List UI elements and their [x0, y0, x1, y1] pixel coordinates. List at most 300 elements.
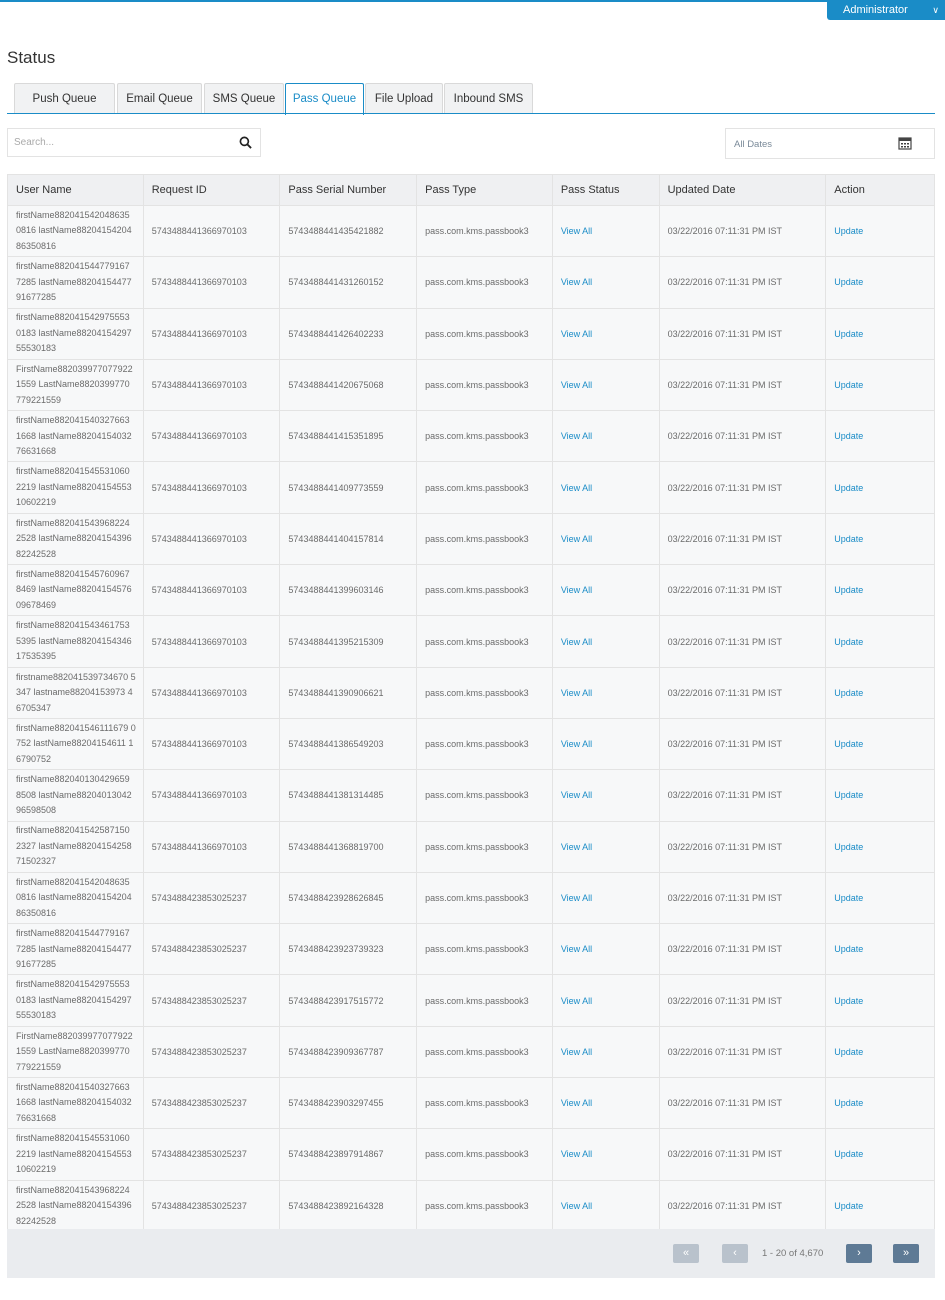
user-name-cell-text: firstName882041543968224 2528 lastName88204154396 82242528 — [16, 517, 132, 559]
pass-type-cell — [417, 924, 553, 974]
updated-date-cell-text: 03/22/2016 07:11:31 PM IST — [667, 533, 783, 544]
search-icon[interactable] — [239, 136, 252, 149]
view-all-cell — [553, 411, 660, 461]
update-cell — [826, 822, 934, 872]
pass-serial-cell-text: 5743488441409773559 — [288, 482, 384, 493]
update-link[interactable]: Update — [834, 687, 864, 698]
view-all-cell — [553, 668, 660, 718]
user-name-cell — [8, 924, 144, 974]
column-header-pass-status[interactable]: Pass Status — [553, 175, 660, 205]
column-header-pass-type[interactable]: Pass Type — [417, 175, 553, 205]
user-name-cell-text: firstName882041542048635 0816 lastName88204154204 86350816 — [16, 209, 132, 251]
view-all-cell — [553, 309, 660, 359]
tab-pass-queue[interactable] — [285, 83, 364, 115]
user-name-cell-text: FirstName882039977077922 1559 LastName8820399770 779221559 — [16, 363, 133, 405]
view-all-link[interactable]: View All — [560, 687, 593, 698]
update-link[interactable]: Update — [834, 636, 864, 647]
user-name-cell — [8, 309, 144, 359]
pass-type-cell-text: pass.com.kms.passbook3 — [425, 841, 529, 852]
first-page-button[interactable]: « — [673, 1244, 699, 1263]
tab-sms-queue[interactable] — [204, 83, 284, 114]
user-name-cell — [8, 514, 144, 564]
search-field[interactable] — [7, 128, 261, 157]
tab-email-queue[interactable] — [117, 83, 202, 114]
user-name-cell-text: firstName882041542587150 2327 lastName88204154258 71502327 — [16, 825, 132, 867]
update-cell — [826, 1129, 934, 1179]
update-cell — [826, 873, 934, 923]
table-row — [8, 462, 934, 513]
update-link[interactable]: Update — [834, 1200, 864, 1211]
pass-serial-cell — [280, 1181, 417, 1231]
view-all-cell — [553, 206, 660, 256]
user-name-cell — [8, 616, 144, 666]
pass-serial-cell — [280, 822, 417, 872]
request-id-cell-text: 5743488441366970103 — [151, 687, 247, 698]
request-id-cell — [144, 565, 281, 615]
user-name-cell-text: firstName882041540327663 1668 lastName88204154032 76631668 — [16, 1081, 132, 1123]
pass-serial-cell — [280, 770, 417, 820]
view-all-link[interactable]: View All — [560, 533, 593, 544]
updated-date-cell-text: 03/22/2016 07:11:31 PM IST — [667, 1098, 783, 1109]
updated-date-cell — [660, 668, 827, 718]
pass-serial-cell — [280, 514, 417, 564]
pass-serial-cell-text: 5743488441431260152 — [288, 277, 384, 288]
view-all-cell — [553, 770, 660, 820]
calendar-icon[interactable] — [898, 136, 912, 150]
tab-label: Pass Queue — [292, 93, 357, 105]
request-id-cell-text: 5743488441366970103 — [151, 841, 247, 852]
pass-serial-cell — [280, 1078, 417, 1128]
pass-serial-cell — [280, 411, 417, 461]
tab-label: File Upload — [374, 93, 434, 105]
view-all-link[interactable]: View All — [560, 1149, 593, 1160]
view-all-link[interactable]: View All — [560, 1200, 593, 1211]
request-id-cell — [144, 719, 281, 769]
user-name-cell-text: firstname882041539734670 5347 lastname88204153973 46705347 — [16, 671, 136, 713]
tab-push-queue[interactable] — [14, 83, 115, 114]
view-all-cell — [553, 462, 660, 512]
updated-date-cell — [660, 462, 827, 512]
view-all-link[interactable]: View All — [560, 585, 593, 596]
user-name-cell-text: firstName882041543461753 5395 lastName88204154346 17535395 — [16, 620, 132, 662]
user-name-cell-text: firstName882041544779167 7285 lastName88204154477 91677285 — [16, 261, 132, 303]
updated-date-cell — [660, 206, 827, 256]
pass-type-cell-text: pass.com.kms.passbook3 — [425, 893, 529, 903]
update-link[interactable]: Update — [834, 995, 864, 1006]
pass-serial-cell-text: 5743488441386549203 — [288, 739, 384, 750]
table-row — [8, 616, 934, 667]
column-header-action[interactable]: Action — [834, 184, 865, 196]
request-id-cell — [144, 1027, 281, 1077]
updated-date-cell — [660, 360, 827, 410]
pass-serial-cell — [280, 1027, 417, 1077]
tab-label: SMS Queue — [212, 93, 276, 105]
updated-date-cell-text: 03/22/2016 07:11:31 PM IST — [667, 636, 783, 647]
pass-type-cell — [417, 411, 553, 461]
request-id-cell — [144, 822, 281, 872]
pass-serial-cell-text: 5743488441381314485 — [288, 790, 384, 801]
view-all-link[interactable]: View All — [560, 482, 593, 493]
user-name-cell-text: firstName882041545531060 2219 lastName88204154553 10602219 — [16, 1133, 132, 1175]
administrator-label: Administrator — [843, 4, 908, 16]
request-id-cell — [144, 309, 281, 359]
user-name-cell-text: firstName882041545760967 8469 lastName88204154576 09678469 — [16, 568, 132, 610]
update-link[interactable]: Update — [834, 841, 864, 852]
view-all-cell — [553, 1078, 660, 1128]
update-link[interactable]: Update — [834, 328, 864, 339]
view-all-cell — [553, 565, 660, 615]
request-id-cell — [144, 462, 281, 512]
updated-date-cell — [660, 719, 827, 769]
request-id-cell — [144, 411, 281, 461]
pass-type-cell — [417, 309, 553, 359]
update-link[interactable]: Update — [834, 585, 864, 596]
updated-date-cell-text: 03/22/2016 07:11:31 PM IST — [667, 585, 783, 596]
user-name-cell-text: firstName882040130429659 8508 lastName88204013042 96598508 — [16, 774, 132, 816]
page-title: Status — [7, 48, 56, 67]
pass-type-cell-text: pass.com.kms.passbook3 — [425, 226, 529, 237]
view-all-link[interactable]: View All — [560, 790, 593, 801]
pass-queue-table — [7, 174, 935, 1233]
request-id-cell — [144, 514, 281, 564]
view-all-link[interactable]: View All — [560, 893, 593, 903]
request-id-cell — [144, 257, 281, 307]
pass-serial-cell-text: 5743488441426402233 — [288, 328, 384, 339]
pass-type-cell-text: pass.com.kms.passbook3 — [425, 585, 529, 596]
update-cell — [826, 565, 934, 615]
request-id-cell — [144, 1078, 281, 1128]
user-name-cell — [8, 770, 144, 820]
tab-file-upload[interactable] — [365, 83, 443, 114]
request-id-cell-text: 5743488423853025237 — [151, 1098, 247, 1109]
pass-serial-cell — [280, 462, 417, 512]
pass-serial-cell — [280, 668, 417, 718]
pass-serial-cell-text: 5743488441368819700 — [288, 841, 384, 852]
update-link[interactable]: Update — [834, 790, 864, 801]
updated-date-cell — [660, 822, 827, 872]
update-cell — [826, 1181, 934, 1231]
request-id-cell-text: 5743488441366970103 — [151, 431, 247, 442]
pass-type-cell — [417, 257, 553, 307]
update-cell — [826, 770, 934, 820]
user-name-cell — [8, 1181, 144, 1231]
search-input[interactable] — [8, 129, 228, 156]
update-cell — [826, 975, 934, 1025]
request-id-cell-text: 5743488441366970103 — [151, 277, 247, 288]
chevron-down-icon: ∨ — [932, 5, 939, 15]
table-row — [8, 1129, 934, 1180]
pass-serial-cell-text: 5743488441415351895 — [288, 431, 384, 442]
user-name-cell — [8, 411, 144, 461]
pass-serial-cell — [280, 719, 417, 769]
user-name-cell — [8, 719, 144, 769]
request-id-cell — [144, 924, 281, 974]
view-all-link[interactable]: View All — [560, 995, 593, 1006]
pass-type-cell-text: pass.com.kms.passbook3 — [425, 687, 529, 698]
user-name-cell — [8, 668, 144, 718]
pass-type-cell — [417, 565, 553, 615]
request-id-cell-text: 5743488423853025237 — [151, 893, 247, 903]
pass-type-cell-text: pass.com.kms.passbook3 — [425, 277, 529, 288]
pass-serial-cell-text: 5743488423917515772 — [288, 995, 384, 1006]
request-id-cell-text: 5743488441366970103 — [151, 533, 247, 544]
pass-type-cell-text: pass.com.kms.passbook3 — [425, 1098, 529, 1109]
request-id-cell-text: 5743488423853025237 — [151, 1200, 247, 1211]
update-link[interactable]: Update — [834, 893, 864, 903]
pass-serial-cell — [280, 565, 417, 615]
administrator-menu-button[interactable] — [827, 0, 945, 20]
view-all-link[interactable]: View All — [560, 1098, 593, 1109]
table-row — [8, 668, 934, 719]
tab-inbound-sms[interactable] — [444, 83, 533, 114]
pass-type-cell — [417, 360, 553, 410]
view-all-link[interactable]: View All — [560, 380, 593, 391]
update-cell — [826, 514, 934, 564]
update-link[interactable]: Update — [834, 1046, 864, 1057]
tab-label: Push Queue — [32, 93, 97, 105]
pass-type-cell — [417, 206, 553, 256]
request-id-cell — [144, 206, 281, 256]
view-all-cell — [553, 514, 660, 564]
pass-type-cell — [417, 822, 553, 872]
pass-serial-cell-text: 5743488441399603146 — [288, 585, 384, 596]
request-id-cell — [144, 1129, 281, 1179]
tabs-underline — [7, 113, 935, 114]
updated-date-cell-text: 03/22/2016 07:11:31 PM IST — [667, 687, 783, 698]
request-id-cell-text: 5743488441366970103 — [151, 482, 247, 493]
pass-serial-cell — [280, 257, 417, 307]
pass-type-cell-text: pass.com.kms.passbook3 — [425, 380, 529, 391]
pass-serial-cell — [280, 360, 417, 410]
view-all-link[interactable]: View All — [560, 226, 593, 237]
pass-serial-cell-text: 5743488441390906621 — [288, 687, 384, 698]
user-name-cell — [8, 1078, 144, 1128]
user-name-cell-text: firstName882041545531060 2219 lastName88204154553 10602219 — [16, 466, 132, 508]
view-all-cell — [553, 873, 660, 923]
table-row — [8, 257, 934, 308]
pass-type-cell — [417, 616, 553, 666]
pass-type-cell-text: pass.com.kms.passbook3 — [425, 1149, 529, 1160]
pass-type-cell — [417, 1078, 553, 1128]
table-row — [8, 975, 934, 1026]
update-cell — [826, 206, 934, 256]
user-name-cell-text: FirstName882039977077922 1559 LastName8820399770 779221559 — [16, 1030, 133, 1072]
pass-serial-cell-text: 5743488423892164328 — [288, 1200, 384, 1211]
view-all-link[interactable]: View All — [560, 841, 593, 852]
last-page-button[interactable]: » — [893, 1244, 919, 1263]
pass-serial-cell — [280, 1129, 417, 1179]
update-cell — [826, 616, 934, 666]
view-all-cell — [553, 616, 660, 666]
request-id-cell — [144, 668, 281, 718]
pass-type-cell — [417, 514, 553, 564]
pass-serial-cell — [280, 616, 417, 666]
user-name-cell — [8, 873, 144, 923]
pass-serial-cell — [280, 924, 417, 974]
updated-date-cell — [660, 514, 827, 564]
updated-date-cell — [660, 770, 827, 820]
table-header — [8, 175, 934, 206]
update-cell — [826, 462, 934, 512]
update-cell — [826, 257, 934, 307]
update-cell — [826, 668, 934, 718]
pass-type-cell — [417, 668, 553, 718]
pass-type-cell — [417, 1129, 553, 1179]
pass-serial-cell-text: 5743488441420675068 — [288, 380, 384, 391]
view-all-cell — [553, 1181, 660, 1231]
request-id-cell-text: 5743488441366970103 — [151, 226, 247, 237]
view-all-link[interactable]: View All — [560, 431, 593, 442]
updated-date-cell-text: 03/22/2016 07:11:31 PM IST — [667, 328, 783, 339]
view-all-link[interactable]: View All — [560, 1046, 593, 1057]
update-link[interactable]: Update — [834, 431, 864, 442]
update-cell — [826, 719, 934, 769]
updated-date-cell-text: 03/22/2016 07:11:31 PM IST — [667, 893, 783, 903]
table-row — [8, 309, 934, 360]
user-name-cell — [8, 462, 144, 512]
user-name-cell-text: firstName882041544779167 7285 lastName88204154477 91677285 — [16, 928, 132, 970]
updated-date-cell-text: 03/22/2016 07:11:31 PM IST — [667, 841, 783, 852]
update-link[interactable]: Update — [834, 533, 864, 544]
table-row — [8, 822, 934, 873]
request-id-cell — [144, 770, 281, 820]
view-all-link[interactable]: View All — [560, 944, 593, 955]
pass-serial-cell-text: 5743488423923739323 — [288, 944, 384, 955]
user-name-cell — [8, 1027, 144, 1077]
updated-date-cell — [660, 616, 827, 666]
pass-serial-cell-text: 5743488441395215309 — [288, 636, 384, 647]
table-body — [8, 206, 934, 1232]
table-row — [8, 1181, 934, 1232]
update-link[interactable]: Update — [834, 226, 864, 237]
pass-serial-cell — [280, 975, 417, 1025]
pass-type-cell-text: pass.com.kms.passbook3 — [425, 790, 529, 801]
table-row — [8, 1078, 934, 1129]
user-name-cell — [8, 257, 144, 307]
pass-type-cell-text: pass.com.kms.passbook3 — [425, 431, 529, 442]
update-link[interactable]: Update — [834, 1098, 864, 1109]
updated-date-cell-text: 03/22/2016 07:11:31 PM IST — [667, 944, 783, 955]
table-row — [8, 206, 934, 257]
updated-date-cell — [660, 257, 827, 307]
column-header-pass-serial-number[interactable]: Pass Serial Number — [280, 175, 417, 205]
pass-type-cell — [417, 1181, 553, 1231]
view-all-link[interactable]: View All — [560, 636, 593, 647]
pass-type-cell-text: pass.com.kms.passbook3 — [425, 944, 529, 955]
pass-serial-cell-text: 5743488423897914867 — [288, 1149, 384, 1160]
updated-date-cell-text: 03/22/2016 07:11:31 PM IST — [667, 431, 783, 442]
updated-date-cell — [660, 309, 827, 359]
updated-date-cell — [660, 1181, 827, 1231]
pass-serial-cell-text: 5743488441404157814 — [288, 533, 384, 544]
updated-date-cell-text: 03/22/2016 07:11:31 PM IST — [667, 1046, 783, 1057]
column-header-user-name[interactable]: User Name — [8, 175, 144, 205]
update-link[interactable]: Update — [834, 944, 864, 955]
updated-date-cell-text: 03/22/2016 07:11:31 PM IST — [667, 790, 783, 801]
update-cell — [826, 1078, 934, 1128]
user-name-cell-text: firstName882041543968224 2528 lastName88204154396 82242528 — [16, 1184, 132, 1226]
updated-date-cell — [660, 1027, 827, 1077]
request-id-cell — [144, 975, 281, 1025]
updated-date-cell — [660, 924, 827, 974]
updated-date-cell-text: 03/22/2016 07:11:31 PM IST — [667, 277, 783, 288]
pass-type-cell — [417, 770, 553, 820]
user-name-cell — [8, 360, 144, 410]
request-id-cell-text: 5743488441366970103 — [151, 380, 247, 391]
pass-type-cell-text: pass.com.kms.passbook3 — [425, 328, 529, 339]
view-all-cell — [553, 719, 660, 769]
table-row — [8, 770, 934, 821]
view-all-cell — [553, 257, 660, 307]
column-header-updated-date[interactable]: Updated Date — [660, 175, 827, 205]
update-link[interactable]: Update — [834, 739, 864, 750]
updated-date-cell — [660, 1129, 827, 1179]
view-all-cell — [553, 1027, 660, 1077]
pagination-info: 1 - 20 of 4,670 — [762, 1248, 824, 1259]
view-all-cell — [553, 924, 660, 974]
table-footer — [7, 1229, 935, 1278]
user-name-cell — [8, 1129, 144, 1179]
view-all-link[interactable]: View All — [560, 277, 593, 288]
user-name-cell-text: firstName882041542975553 0183 lastName88204154297 55530183 — [16, 979, 132, 1021]
view-all-cell — [553, 822, 660, 872]
update-link[interactable]: Update — [834, 482, 864, 493]
view-all-link[interactable]: View All — [560, 739, 593, 750]
table-row — [8, 873, 934, 924]
pass-type-cell — [417, 873, 553, 923]
user-name-cell-text: firstName882041540327663 1668 lastName88204154032 76631668 — [16, 415, 132, 457]
request-id-cell — [144, 1181, 281, 1231]
view-all-link[interactable]: View All — [560, 328, 593, 339]
top-accent-line — [0, 0, 945, 2]
previous-page-button[interactable]: ‹ — [722, 1244, 748, 1263]
updated-date-cell — [660, 975, 827, 1025]
update-link[interactable]: Update — [834, 1149, 864, 1160]
date-filter-label: All Dates — [734, 139, 773, 150]
updated-date-cell-text: 03/22/2016 07:11:31 PM IST — [667, 380, 783, 391]
request-id-cell-text: 5743488441366970103 — [151, 585, 247, 596]
request-id-cell-text: 5743488423853025237 — [151, 995, 247, 1006]
update-link[interactable]: Update — [834, 277, 864, 288]
update-link[interactable]: Update — [834, 380, 864, 391]
pass-serial-cell — [280, 309, 417, 359]
user-name-cell-text: firstName882041546111679 0752 lastName88204154611 16790752 — [16, 722, 136, 764]
table-row — [8, 360, 934, 411]
update-cell — [826, 360, 934, 410]
updated-date-cell-text: 03/22/2016 07:11:31 PM IST — [667, 1200, 783, 1211]
updated-date-cell — [660, 411, 827, 461]
pass-serial-cell — [280, 873, 417, 923]
tab-label: Email Queue — [126, 93, 193, 105]
updated-date-cell-text: 03/22/2016 07:11:31 PM IST — [667, 739, 783, 750]
update-cell — [826, 1027, 934, 1077]
user-name-cell — [8, 975, 144, 1025]
next-page-button[interactable]: › — [846, 1244, 872, 1263]
pass-type-cell-text: pass.com.kms.passbook3 — [425, 533, 529, 544]
updated-date-cell — [660, 1078, 827, 1128]
pass-type-cell-text: pass.com.kms.passbook3 — [425, 739, 529, 750]
date-filter[interactable] — [725, 128, 935, 159]
request-id-cell-text: 5743488441366970103 — [151, 739, 247, 750]
table-row — [8, 719, 934, 770]
user-name-cell — [8, 822, 144, 872]
column-header-request-id[interactable]: Request ID — [144, 175, 281, 205]
pass-serial-cell-text: 5743488423928626845 — [288, 893, 384, 903]
request-id-cell-text: 5743488423853025237 — [151, 1149, 247, 1160]
view-all-cell — [553, 1129, 660, 1179]
table-row — [8, 514, 934, 565]
user-name-cell — [8, 206, 144, 256]
